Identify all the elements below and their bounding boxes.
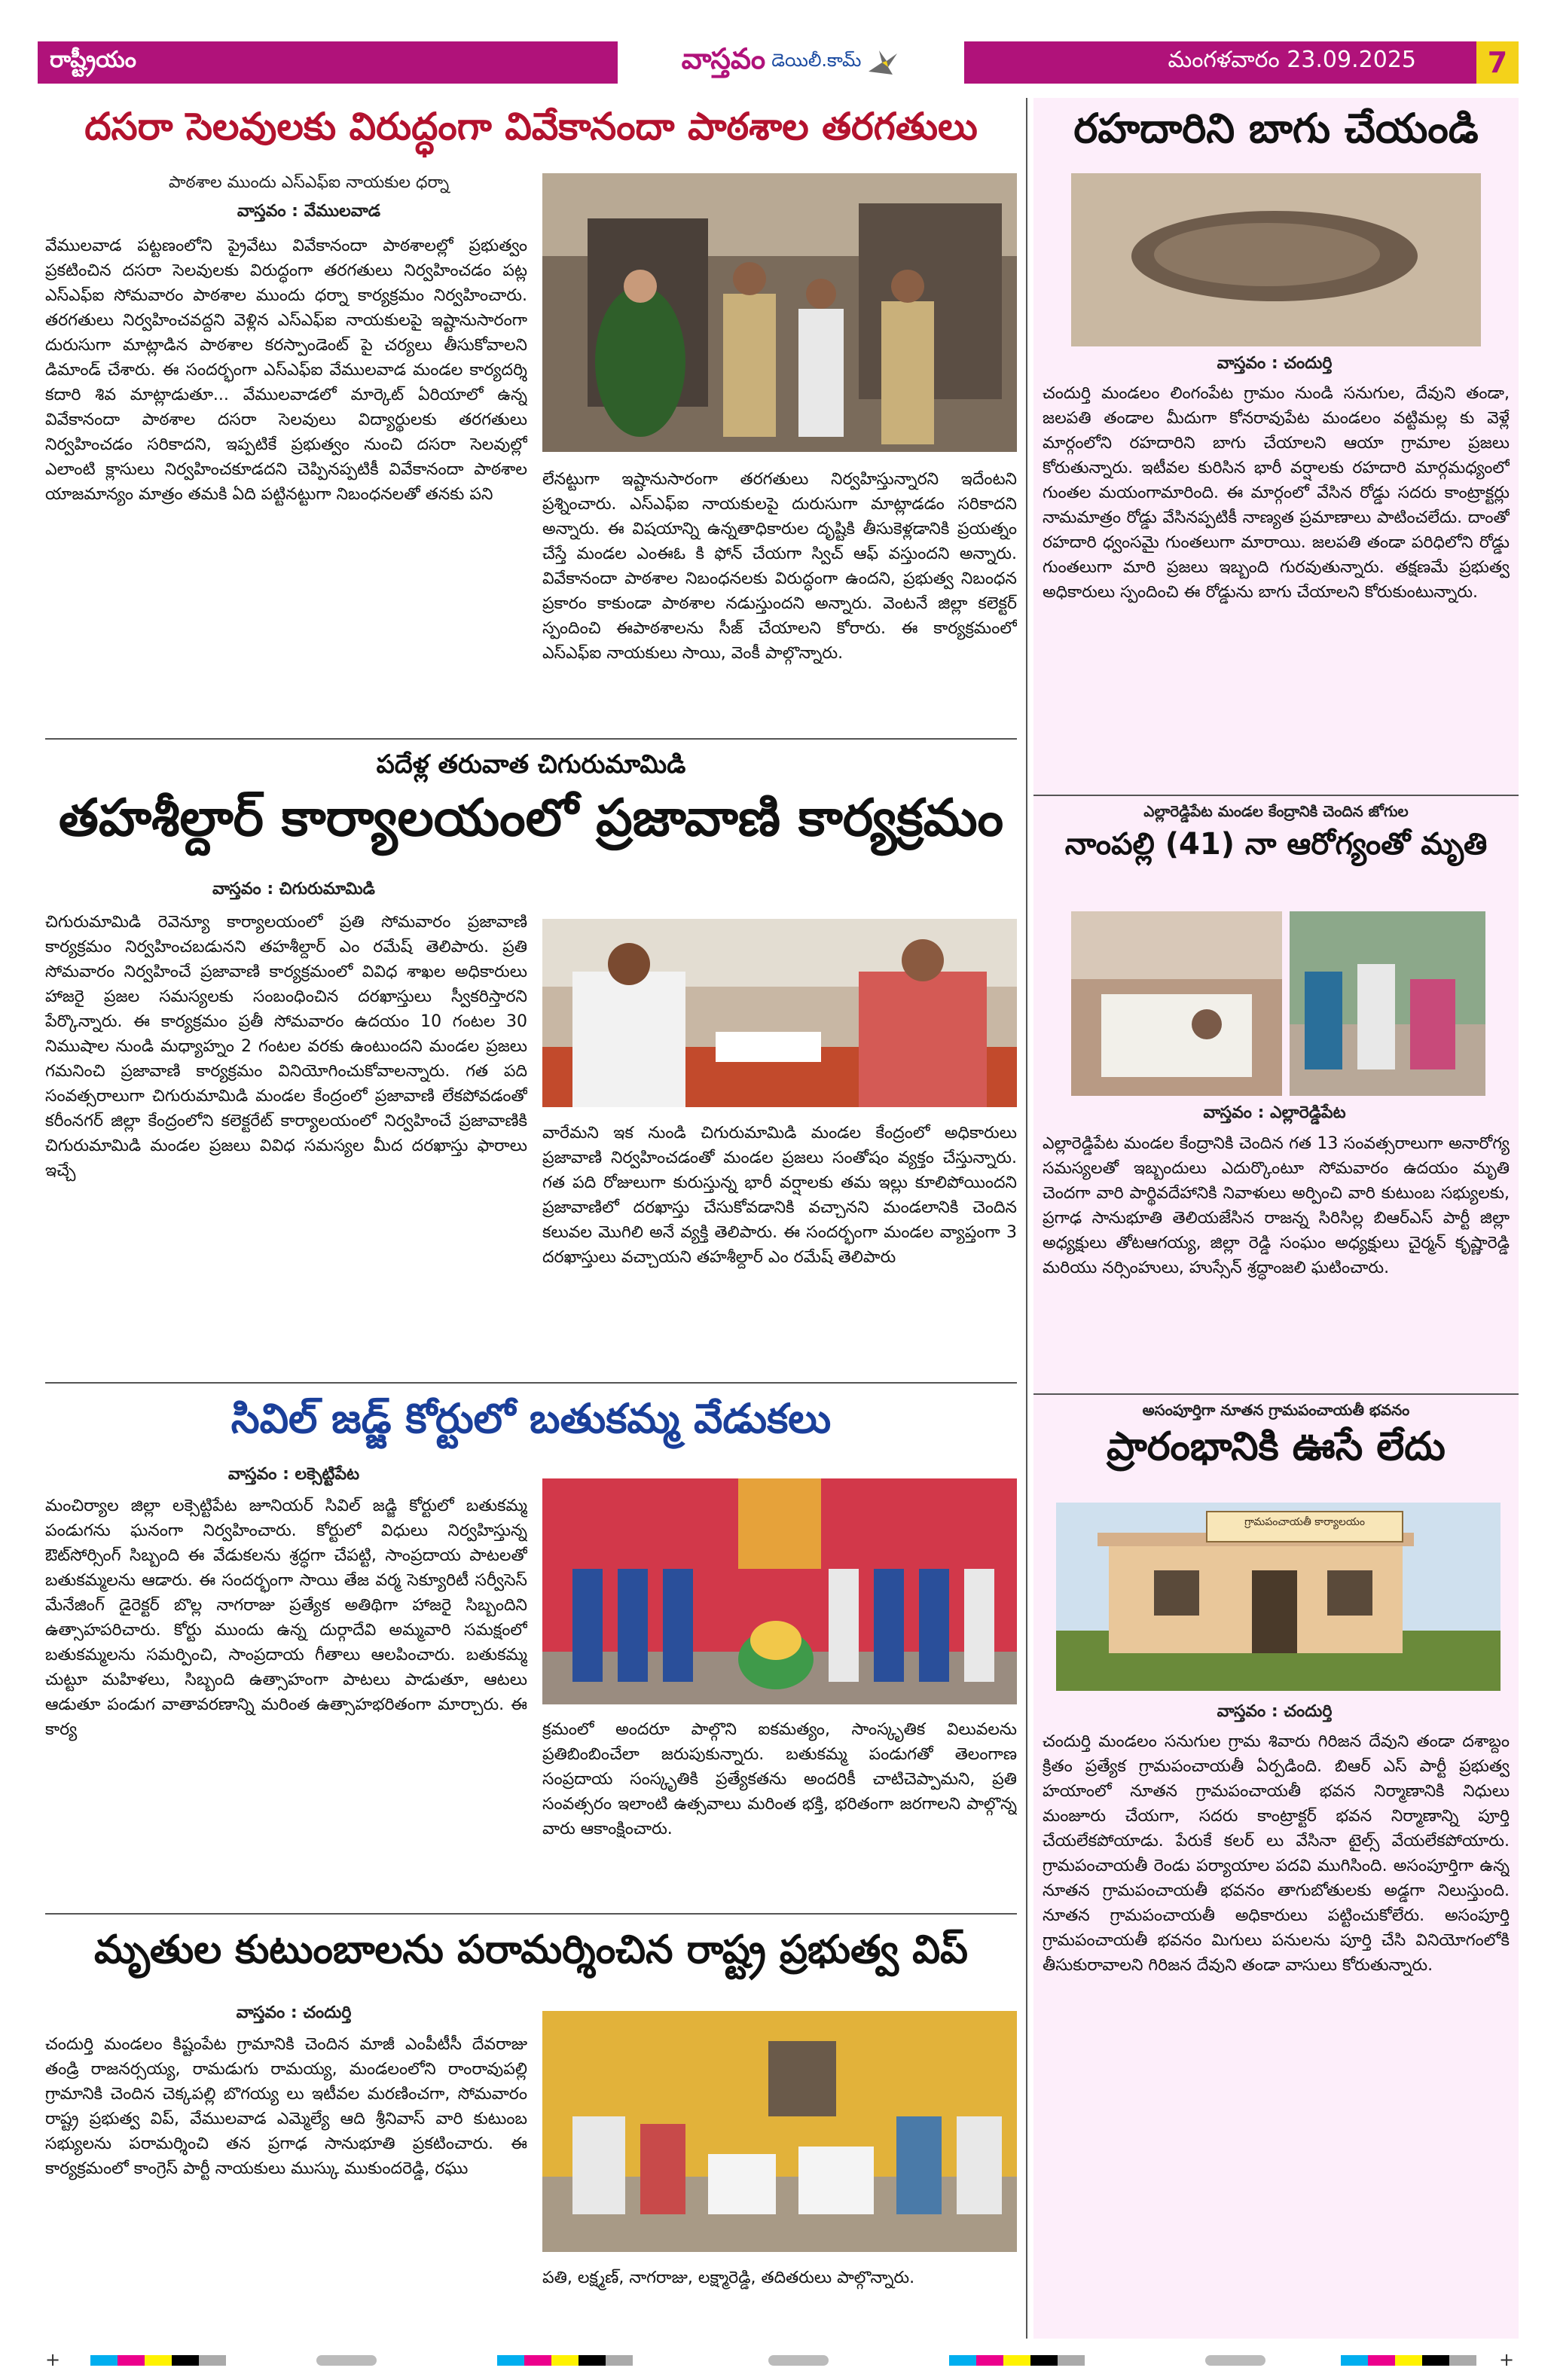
bird-logo-icon — [866, 47, 900, 78]
article-column-2: క్రమంలో అందరూ పాల్గొని ఐకమత్యం, సాంస్కృతిక విలువలను ప్రతిబింబించేలా జరుపుకున్నారు. బతుకమ్మ పండుగతో తెలంగాణ సంప్రదాయ సంస్కృతికి ప్రత్యేకతను అందరికీ చాటిచెప్పామని, ప్రతి సంవత్సరం ఇలాంటి ఉత్సవాలు మరింత భక్తి, భరితంగా జరగాలని పాల్గొన్న వారు ఆకాంక్షించారు. — [542, 1720, 1017, 1838]
color-swatch — [1205, 2355, 1265, 2366]
bathukamma-photo — [542, 1478, 1017, 1704]
brand-sub: డెయిలీ.కామ్ — [771, 50, 862, 71]
issue-date: మంగళవారం 23.09.2025 — [1168, 47, 1416, 73]
sidebar-kicker-gp: అసంపూర్తిగా నూతన గ్రామపంచాయతీ భవనం — [1142, 1401, 1410, 1419]
article-bathukamma — [45, 1390, 1017, 1909]
article-column-1: చందుర్తి మండలం కిష్టంపేట గ్రామానికి చెందిన మాజీ ఎంపీటీసీ దేవరాజు తండ్రి రాజనర్సయ్య, రామడుగు రామయ్య, మండలంలోని రాంరావుపల్లి గ్రామానికి చెందిన చెక్కపల్లి బొగయ్య లు ఇటీవల మరణించగా, సోమవారం రాష్ట్ర ప్రభుత్వ విప్, వేములవాడ ఎమ్మెల్యే ఆది శ్రీనివాస్ వారి కుటుంబ సభ్యులను పరామర్శించి తన ప్రగాఢ సానుభూతి ప్రకటించారు. ఈ కార్యక్రమంలో కాంగ్రెస్ పార్టీ నాయకులు ముస్కు ముకుందరెడ్డి, రఘు — [45, 2035, 527, 2178]
divider — [45, 1382, 1017, 1384]
sidebar-byline-road: వాస్తవం : చందుర్తి — [1217, 354, 1333, 373]
school-protest-photo — [542, 173, 1017, 452]
bathukamma-image — [542, 1478, 1017, 1704]
funeral-photo-left — [1071, 911, 1282, 1096]
prajavani-image — [542, 919, 1017, 1107]
page-number: 7 — [1476, 41, 1519, 84]
prajavani-photo — [542, 919, 1017, 1107]
article-headline: దసరా సెలవులకు విరుద్ధంగా వివేకానందా పాఠశాల తరగతులు — [84, 105, 978, 148]
divider — [45, 1913, 1017, 1915]
article-whip-visit — [45, 1921, 1017, 2342]
section-label: రాష్ట్రీయం — [38, 41, 211, 84]
gp-building-sign: గ్రామపంచాయతీ కార్యాలయం — [1244, 1516, 1365, 1528]
color-swatch — [90, 2355, 226, 2366]
sidebar-kicker-death: ఎల్లారెడ్డిపేట మండల కేంద్రానికి చెందిన జోగుల — [1143, 802, 1409, 820]
article-prajavani — [45, 746, 1017, 1378]
article-column-1: చిగురుమామిడి రెవెన్యూ కార్యాలయంలో ప్రతి సోమవారం ప్రజావాణి కార్యక్రమం నిర్వహించబడునని తహశీల్దార్ ఎం రమేష్ తెలిపారు. ప్రతి సోమవారం నిర్వహించే ప్రజావాణి కార్యక్రమంలో వివిధ శాఖల అధికారులు హాజరై ప్రజల సమస్యలకు సంబంధించిన దరఖాస్తులు స్వీకరిస్తారని పేర్కొన్నారు. ఈ కార్యక్రమం ప్రతీ సోమవారం ఉదయం 10 గంటల 30 నిముషాల నుండి మధ్యాహ్నం 2 గంటల వరకు ఉంటుందని మండల ప్రజలు గమనించి ప్రజావాణి కార్యక్రమం వినియోగించుకోవాలన్నారు. గత పది సంవత్సరాలుగా చిగురుమామిడి మండల కేంద్రంలో ప్రజావాణి లేకపోవడంతో కరీంనగర్ జిల్లా కేంద్రంలోని కలెక్టరేట్ కార్యాలయంలో నిర్వహించే ప్రజావాణికి చిగురుమామిడి మండల ప్రజలు వివిధ సమస్యల మీద దరఖాస్తు ఫారాలు ఇచ్చే — [45, 913, 527, 1180]
school-protest-image — [542, 173, 1017, 452]
sidebar-body-road: చందుర్తి మండలం లింగంపేట గ్రామం నుండి సనుగుల, దేవుని తండా, జలపతి తండాల మీదుగా కోనరావుపేట మండలం వట్టిమల్ల కు వెళ్లే మార్గంలోని రహదారిని బాగు చేయాలని ఆయా గ్రామాల ప్రజలు కోరుతున్నారు. ఇటీవల కురిసిన భారీ వర్షాలకు రహదారి మార్గమధ్యంలో గుంతల మయంగామారింది. ఈ మార్గంలో వేసిన రోడ్డు సదరు కాంట్రాక్టర్లు నామమాత్రం రోడ్డు వేసినప్పటికీ నాణ్యత ప్రమాణాలు పాటించలేదు. దాంతో రహదారి ధ్వంసమై గుంతలుగా మారాయి. జలపతి తండా పరిధిలోని రోడ్డు గుంతలుగా మారి ప్రజలు ఇబ్బంది గురవుతున్నారు. తక్షణమే ప్రభుత్వ అధికారులు స్పందించి ఈ రోడ్డును బాగు చేయాలని కోరుకుంటున్నారు. — [1043, 384, 1510, 602]
pothole-image — [1071, 173, 1481, 346]
color-swatch — [316, 2355, 377, 2366]
color-swatch — [497, 2355, 633, 2366]
article-column-2: వారేమని ఇక నుండి చిగురుమామిడి మండల కేంద్రంలో అధికారులు ప్రజావాణి నిర్వహించడంతో మండల ప్రజలు సంతోషం వ్యక్తం చేస్తున్నారు. గత పది రోజులుగా కురుస్తున్న భారీ వర్షాలకు తమ ఇల్లు కూలిపోయిందని ప్రజావాణిలో దరఖాస్తు చేసుకోవడానికి వచ్చానని మండలానికి చెందిన కలువల మొగిలి అనే వ్యక్తి తెలిపారు. ఈ సందర్భంగా మండల వ్యాప్తంగా 3 దరఖాస్తులు వచ్చాయని తహశీల్దార్ ఎం రమేష్ తెలిపారు — [542, 1124, 1017, 1267]
article-column-1: వేములవాడ పట్టణంలోని ప్రైవేటు వివేకానందా పాఠశాలల్లో ప్రభుత్వం ప్రకటించిన దసరా సెలవులకు విరుద్ధంగా తరగతులు నిర్వహించడం పట్ల ఎస్ఎఫ్ఐ సోమవారం పాఠశాల ముందు ధర్నా కార్యక్రమం నిర్వహించారు. తరగతులు నిర్వహించవద్దని వెళ్లిన ఎస్ఎఫ్ఐ నాయకులపై ఇష్టానుసారంగా దురుసుగా మాట్లాడిన పాఠశాల కరస్పాండెంట్ పై చర్యలు తీసుకోవాలని డిమాండ్ చేశారు. ఈ సందర్భంగా ఎస్ఎఫ్ఐ వేములవాడ మండల కార్యదర్శి కదారి శివ మాట్లాడుతూ... వేములవాడలో మార్కెట్ ఏరియాలో ఉన్న వివేకానందా పాఠశాల దసరా సెలవులు విద్యార్థులకు తరగతులు నిర్వహించడం సరికాదని, ఇప్పటికే ప్రభుత్వం నుంచి దసరా సెలవుల్లో ఎలాంటి క్లాసులు నిర్వహించకూడదని చెప్పినప్పటికీ వివేకానందా పాఠశాల యాజమాన్యం మాత్రం తమకి ఏది పట్టినట్టుగా నిబంధనలతో తనకు పని — [45, 236, 527, 504]
article-byline: వాస్తవం : చిగురుమామిడి — [212, 880, 375, 899]
article-column-2: లేనట్టుగా ఇష్టానుసారంగా తరగతులు నిర్వహిస్తున్నారని ఇదేంటని ప్రశ్నించారు. ఎస్ఎఫ్ఐ నాయకులపై దురుసుగా మాట్లాడడం సరికాదని అన్నారు. ఈ విషయాన్ని ఉన్నతాధికారుల దృష్టికి తీసుకెళ్లడానికి ప్రయత్నం చేస్తే మండల ఎంఈఓ కి ఫోన్ చేయగా స్విచ్ ఆఫ్ వస్తుందని అన్నారు. వివేకానందా పాఠశాల నిబంధనలకు విరుద్ధంగా ఉందని, ప్రభుత్వ నిబంధన ప్రకారం కాకుండా పాఠశాల నడుస్తుందని అన్నారు. వెంటనే జిల్లా కలెక్టర్ స్పందించి ఈపాఠశాలను సీజ్ చేయాలని కోరారు. ఈ కార్యక్రమంలో ఎస్ఎఫ్ఐ నాయకులు సాయి, వెంకీ పాల్గొన్నారు. — [542, 470, 1017, 663]
divider — [1033, 1393, 1519, 1395]
pothole-photo — [1071, 173, 1481, 346]
gp-building-photo — [1056, 1503, 1501, 1691]
article-byline: వాస్తవం : వేములవాడ — [237, 202, 381, 221]
sidebar-headline-death: నాంపల్లి (41) నా ఆరోగ్యంతో మృతి — [1064, 827, 1488, 862]
sidebar-body-gp: చందుర్తి మండలం సనుగుల గ్రామ శివారు గిరిజన దేవుని తండా దశాబ్దం క్రితం ప్రత్యేక గ్రామపంచాయతీ ఏర్పడింది. బిఆర్ ఎస్ పార్టీ ప్రభుత్వ హయాంలో నూతన గ్రామపంచాయతీ భవన నిర్మాణానికి నిధులు మంజూరు చేయగా, సదరు కాంట్రాక్టర్ భవన నిర్మాణాన్ని పూర్తి చేయలేకపోయాడు. పేరుకే కలర్ లు వేసినా టైల్స్ వేయలేకపోయారు. గ్రామపంచాయతీ రెండు పర్యాయాల పదవి ముగిసింది. అసంపూర్తిగా ఉన్న నూతన గ్రామపంచాయతీ భవనం తాగుబోతులకు అడ్డగా నిలుస్తుంది. నూతన గ్రామపంచాయతీ అధికారులు పట్టించుకోలేరు. అసంపూర్తి గ్రామపంచాయతీ భవనం మిగులు పనులను పూర్తి చేసి వినియోగంలోకి తీసుకురావాలని గిరిజన దేవుని తండా వాసులు కోరుతున్నారు. — [1043, 1732, 1510, 1975]
sidebar-headline-road: రహదారిని బాగు చేయండి — [1073, 105, 1479, 152]
divider — [45, 738, 1017, 740]
article-column-2: పతి, లక్ష్మణ్, నాగరాజు, లక్ష్మారెడ్డి, తదితరులు పాల్గొన్నారు. — [542, 2269, 915, 2287]
article-byline: వాస్తవం : లక్సెట్టిపేట — [227, 1465, 360, 1484]
masthead-bar — [211, 41, 1476, 84]
article-headline: సివిల్ జడ్జ్ కోర్టులో బతుకమ్మ వేడుకలు — [230, 1395, 832, 1442]
gp-building-image — [1056, 1503, 1501, 1691]
brand-logo — [618, 41, 964, 84]
crop-mark-icon: + — [45, 2349, 61, 2370]
funeral-photo-right — [1290, 911, 1485, 1096]
article-kicker: పాఠశాల ముందు ఎస్ఎఫ్ఐ నాయకుల ధర్నా — [168, 173, 450, 192]
color-swatch — [949, 2355, 1085, 2366]
condolence-image — [542, 2011, 1017, 2252]
funeral-image-left — [1071, 911, 1282, 1096]
divider — [1033, 795, 1519, 796]
color-swatch — [1341, 2355, 1476, 2366]
funeral-image-right — [1290, 911, 1485, 1096]
article-headline: మృతుల కుటుంబాలను పరామర్శించిన రాష్ట్ర ప్రభుత్వ విప్ — [93, 1927, 969, 1973]
sidebar-byline-death: వాస్తవం : ఎల్లారెడ్డిపేట — [1203, 1103, 1346, 1122]
article-byline: వాస్తవం : చందుర్తి — [236, 2003, 352, 2022]
color-swatch — [768, 2355, 829, 2366]
article-kicker: పదేళ్ల తరువాత చిగురుమామిడి — [376, 749, 686, 780]
print-registration-bar — [0, 2346, 1557, 2376]
crop-mark-icon: + — [1499, 2349, 1515, 2370]
sidebar-headline-gp: ప్రారంభానికి ఊసే లేదు — [1107, 1424, 1446, 1469]
condolence-photo — [542, 2011, 1017, 2252]
sidebar-body-death: ఎల్లారెడ్డిపేట మండల కేంద్రానికి చెందిన గత 13 సంవత్సరాలుగా అనారోగ్య సమస్యలతో ఇబ్బందులు ఎదుర్కొంటూ సోమవారం ఉదయం మృతి చెందగా వారి పార్థివదేహానికి నివాళులు అర్పించి వారి కుటుంబ సభ్యులకు, ప్రగాఢ సానుభూతి తెలియజేసిన రాజన్న సిరిసిల్ల బిఆర్ఎస్ పార్టీ జిల్లా అధ్యక్షులు తోటఆగయ్య, జిల్లా రెడ్డి సంఘం అధ్యక్షులు చైర్మన్ కృష్ణారెడ్డి మరియు నర్సింహులు, హుస్సేన్ శ్రద్ధాంజలి ఘటించారు. — [1043, 1134, 1510, 1277]
article-headline: తహశీల్దార్ కార్యాలయంలో ప్రజావాణి కార్యక్రమం — [58, 789, 1004, 848]
brand-name: వాస్తవం — [681, 42, 766, 75]
sidebar-byline-gp: వాస్తవం : చందుర్తి — [1217, 1702, 1333, 1721]
column-separator — [1026, 98, 1027, 2339]
article-vivekananda-school — [45, 98, 1017, 746]
masthead — [38, 41, 1519, 84]
article-column-1: మంచిర్యాల జిల్లా లక్సెట్టిపేట జూనియర్ సివిల్ జడ్జి కోర్టులో బతుకమ్మ పండుగను ఘనంగా నిర్వహించారు. కోర్టులో విధులు నిర్వహిస్తున్న ఔట్‌సోర్సింగ్ సిబ్బంది ఈ వేడుకలను శ్రద్ధగా చేపట్టి, సాంప్రదాయ పాటలతో బతుకమ్మలను ఆడారు. ఈ సందర్భంగా సాయి తేజ వర్మ సెక్యూరిటీ సర్వీసెస్ మేనేజింగ్ డైరెక్టర్ బొల్ల నాగరాజు ప్రత్యేక అతిథిగా హాజరై సిబ్బందిని ఉత్సాహపరిచారు. కోర్టు ముందు ఉన్న దుర్గాదేవి అమ్మవారి సమక్షంలో బతుకమ్మలను సమర్పించి, సాంప్రదాయ గీతాలు ఆలపించారు. బతుకమ్మ చుట్టూ మహిళలు, సిబ్బంది ఉత్సాహంగా పాటలు పాడుతూ, ఆటలు ఆడుతూ పండుగ వాతావరణాన్ని మరింత ఉత్సాహభరితంగా మార్చారు. ఈ కార్య — [45, 1497, 527, 1739]
sidebar — [1033, 98, 1519, 2339]
